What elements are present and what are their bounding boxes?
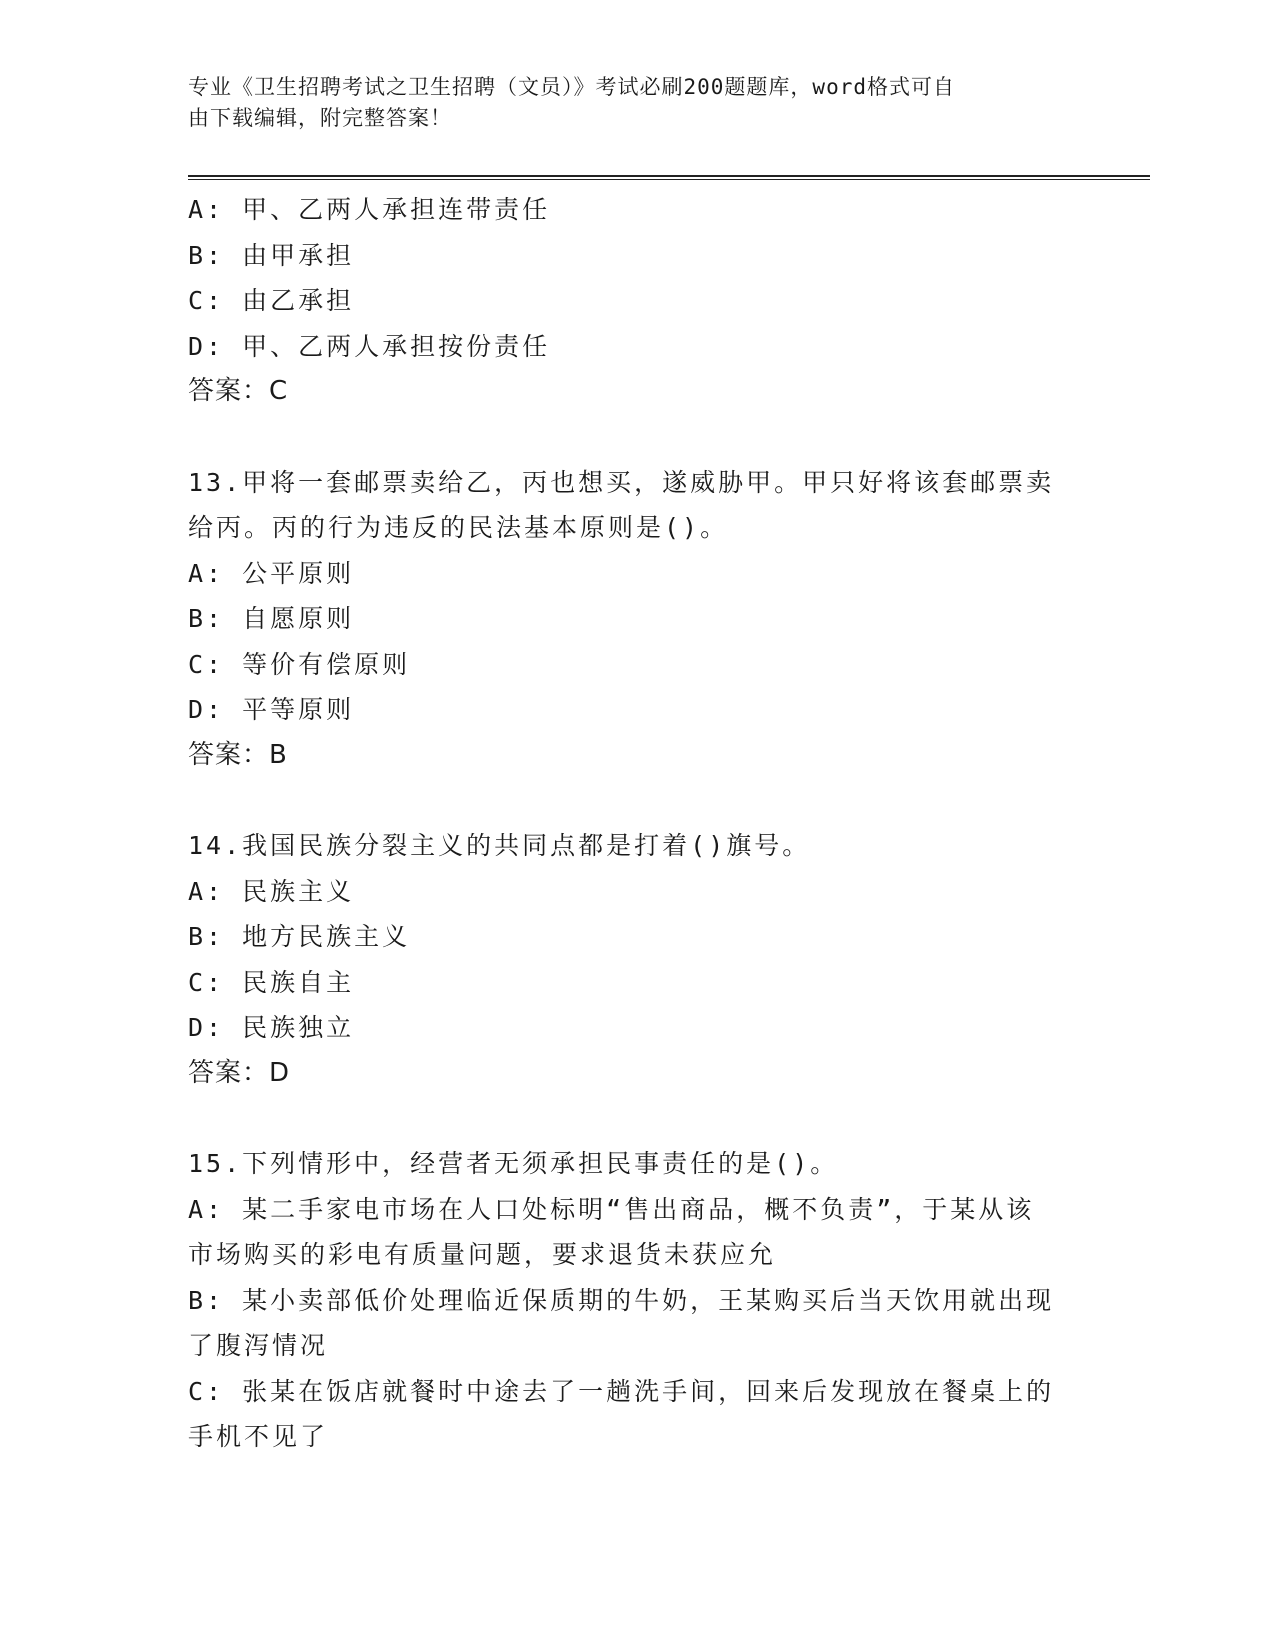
option-b-line-2: 了腹泻情况 (188, 1331, 329, 1360)
spacer (188, 778, 1068, 823)
question-stem: 15.下列情形中，经营者无须承担民事责任的是()。 (188, 1149, 839, 1178)
option-c-line-2: 手机不见了 (188, 1422, 329, 1451)
document-header (188, 72, 1068, 134)
option-a-line-2: 市场购买的彩电有质量问题，要求退货未获应允 (188, 1240, 777, 1269)
option-c: C: 民族自主 (188, 967, 355, 997)
answer-label: 答案：C (188, 376, 289, 406)
option-a-line-1: A: 某二手家电市场在人口处标明“售出商品，概不负责”，于某从该 (188, 1194, 1035, 1224)
spacer (188, 415, 1068, 460)
option-d: D: 民族独立 (188, 1013, 355, 1042)
option-d: D: 平等原则 (188, 695, 355, 724)
question-content (188, 187, 1068, 1460)
header-line-1: 专业《卫生招聘考试之卫生招聘（文员）》考试必刷200题题库，word格式可自 (188, 75, 955, 99)
option-b-line-1: B: 某小卖部低价处理临近保质期的牛奶，王某购买后当天饮用就出现 (188, 1285, 1055, 1315)
answer-label: 答案：B (188, 739, 288, 770)
option-b: B: 自愿原则 (188, 604, 355, 633)
question-13-block (188, 460, 1068, 779)
question-15-block (188, 1141, 1068, 1460)
question-stem-line-2: 给丙。丙的行为违反的民法基本原则是()。 (188, 513, 729, 542)
option-a: A: 甲、乙两人承担连带责任 (188, 195, 551, 224)
header-line-2: 由下载编辑，附完整答案！ (188, 106, 452, 130)
option-c: C: 由乙承担 (188, 286, 355, 315)
option-b: B: 由甲承担 (188, 240, 355, 270)
answer-label: 答案：D (188, 1057, 291, 1088)
question-12-block (188, 187, 1068, 415)
option-c: C: 等价有偿原则 (188, 649, 411, 679)
question-stem: 14.我国民族分裂主义的共同点都是打着()旗号。 (188, 831, 811, 860)
option-b: B: 地方民族主义 (188, 922, 411, 951)
question-14-block (188, 823, 1068, 1096)
option-a: A: 公平原则 (188, 558, 355, 588)
header-divider (188, 175, 1150, 180)
spacer (188, 1096, 1068, 1141)
option-d: D: 甲、乙两人承担按份责任 (188, 331, 551, 361)
question-stem-line-1: 13.甲将一套邮票卖给乙，丙也想买，遂威胁甲。甲只好将该套邮票卖 (188, 467, 1055, 497)
option-c-line-1: C: 张某在饭店就餐时中途去了一趟洗手间，回来后发现放在餐桌上的 (188, 1376, 1055, 1406)
option-a: A: 民族主义 (188, 876, 355, 906)
